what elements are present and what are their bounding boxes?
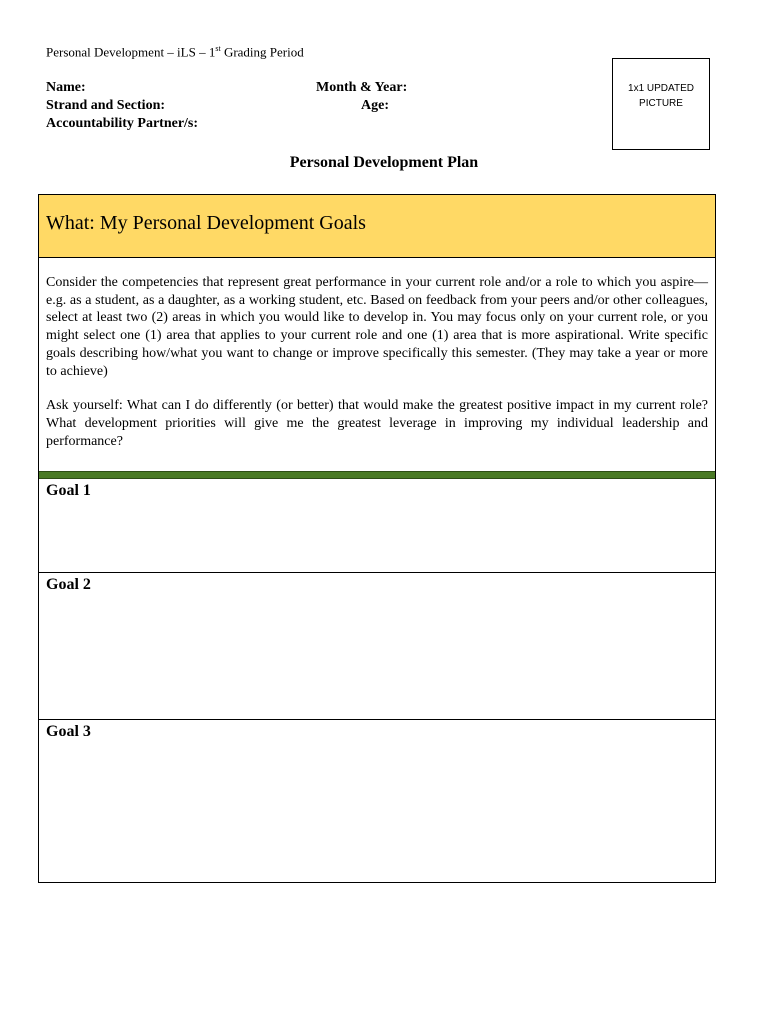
- photo-placeholder: [612, 58, 710, 150]
- age-label: Age:: [361, 98, 389, 113]
- document-header: [46, 44, 304, 60]
- goal-2-field[interactable]: [39, 573, 715, 720]
- strand-section-label: Strand and Section:: [46, 98, 166, 113]
- photo-label-line2: PICTURE: [639, 98, 683, 109]
- photo-label-line1: 1x1 UPDATED: [628, 83, 694, 94]
- goal-1-field[interactable]: [39, 479, 715, 573]
- goals-table: [38, 194, 716, 883]
- goal-1-label: Goal 1: [46, 482, 91, 499]
- header-period: Grading Period: [220, 44, 304, 60]
- goal-3-label: Goal 3: [46, 723, 91, 740]
- section-divider: [39, 471, 715, 479]
- name-label: Name:: [46, 80, 86, 95]
- page-title: Personal Development Plan: [289, 154, 479, 171]
- instructions-paragraph-2: Ask yourself: What can I do differently (or better) that would make the greatest positive impact in my current role? What development priorities will give me the greatest leverage in improving my individual leadership and performance?: [46, 398, 708, 449]
- header-ordinal: st: [215, 44, 221, 53]
- month-year-label: Month & Year:: [316, 80, 408, 95]
- instructions: [39, 258, 715, 471]
- header-subject: Personal Development – iLS – 1: [46, 44, 216, 60]
- accountability-partner-label: Accountability Partner/s:: [46, 116, 199, 131]
- instructions-paragraph-1: Consider the competencies that represent great performance in your current role and/or a role to which you aspire—e.g. as a student, as a daughter, as a working student, etc. Based on feedback from your peers and/or other colleagues, select at least two (2) areas in which you would like to develop in. You may focus only on your current role, or you might select one (1) area that applies to your current role and one (1) area that is more aspirational. Write specific goals describing how/what you want to change or improve specifically this semester. (They may take a year or more to achieve): [46, 275, 708, 379]
- goal-2-label: Goal 2: [46, 576, 91, 593]
- section-heading: What: My Personal Development Goals: [39, 195, 715, 258]
- goal-3-field[interactable]: [39, 720, 715, 882]
